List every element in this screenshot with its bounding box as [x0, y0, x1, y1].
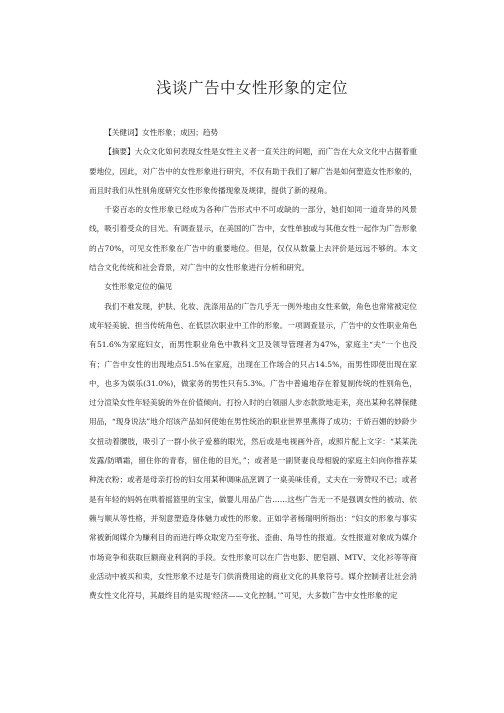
keywords-line: 【关健词】女性形象；成因；趋势: [104, 128, 219, 137]
document-title: 浅谈广告中女性形象的定位: [155, 79, 348, 97]
section-heading: 女性形象定位的偏见: [104, 282, 173, 292]
document-body: [89, 123, 417, 605]
body-paragraph-2: 我们不难发现，护肤、化妆、洗涤用品的广告几乎无一例外地由女性来做，角色也常常被定位成年轻美貌、担当传统角色、在低层次职业中工作的形象。一项调查显示，广告中的女性职业角色有51.6%为家庭妇女，而男性职业角色中教科文卫及领导管理者为47%，家庭主“夫”一个也没有；广告中女性的出现地点51.5%在家庭，出现在工作场合的只占14.5%，而男性即使出现在家中，也多为娱乐(31.0%)，做家务的男性只有5.3%。广告中普遍地存在着复制传统的性别角色，过分渲染女性年轻美貌的外在价值倾向。打扮入时的白领丽人步态款款地走来，亮出某种名牌保健用品，“现身说法”地介绍该产品如何使她在男性统治的职业世界里燕得了成功；千娇百媚的妙龄少女扭动着腰肢，吸引了一群小伙子爱慕的眼光，然后或是电视画外音，或照片配上文字：“某某洗发露/防晒霜，留住你的青春，留住他的目光，”；或者是一副贤妻良母相貌的家庭主妇向你推荐某种洗衣粉；或者是母亲打扮的妇女用某种调味品烹调了一桌美味佳肴，丈夫在一旁赞叹不已；或者是有年轻的妈妈在哄着摇篮里的宝宝，做婴儿用品广告……这些广告无一不是强调女性的被动、依赖与顺从等性格，并刻意塑造身体魅力或性的形象。正如学者杨瑞明所指出：“妇女的形象与事实常被新闻媒介为赚利目的而进行哗众取宠乃至夸张、歪曲、角导性的报道。女性报道对象成为媒介市场竞争和获取巨额商业利润的手段。女性形象可以在广告电影、肥皂剧、MTV、文化衫等等商业活动中被买和卖，女性形象不过是专门供消费用途的商业文化的具象符号。媒介控制者让社会消费女性文化符号，其最终目的是实现‘经济——文化控制。’”可见，大多数广告中女性形象的定: [89, 301, 417, 601]
body-paragraph-1: 千姿百态的女性形象已经成为各种广告形式中不可或缺的一部分，她们如同一道奇异的风景线，吸引着受众的目光。有调查显示，在美国的广告中，女性单独或与其他女性一起作为广告形象的占70%，可见女性形象在广告中的重要地位。但是，仅仅从数量上去评价是远远不够的。本文结合文化传统和社会背景，对广告中的女性形象进行分析和研究。: [89, 205, 417, 273]
abstract-paragraph: 【摘要】大众文化如何表现女性是女性主义者一直关注的问题，而广告在大众文化中占据着重要地位，因此，对广告中的女性形象进行研究，不仅有助于我们了解广告是如何塑造女性形象的，而且时我们从性别角度研究女性形象传播现象及规律，提供了新的视角。: [89, 147, 417, 195]
